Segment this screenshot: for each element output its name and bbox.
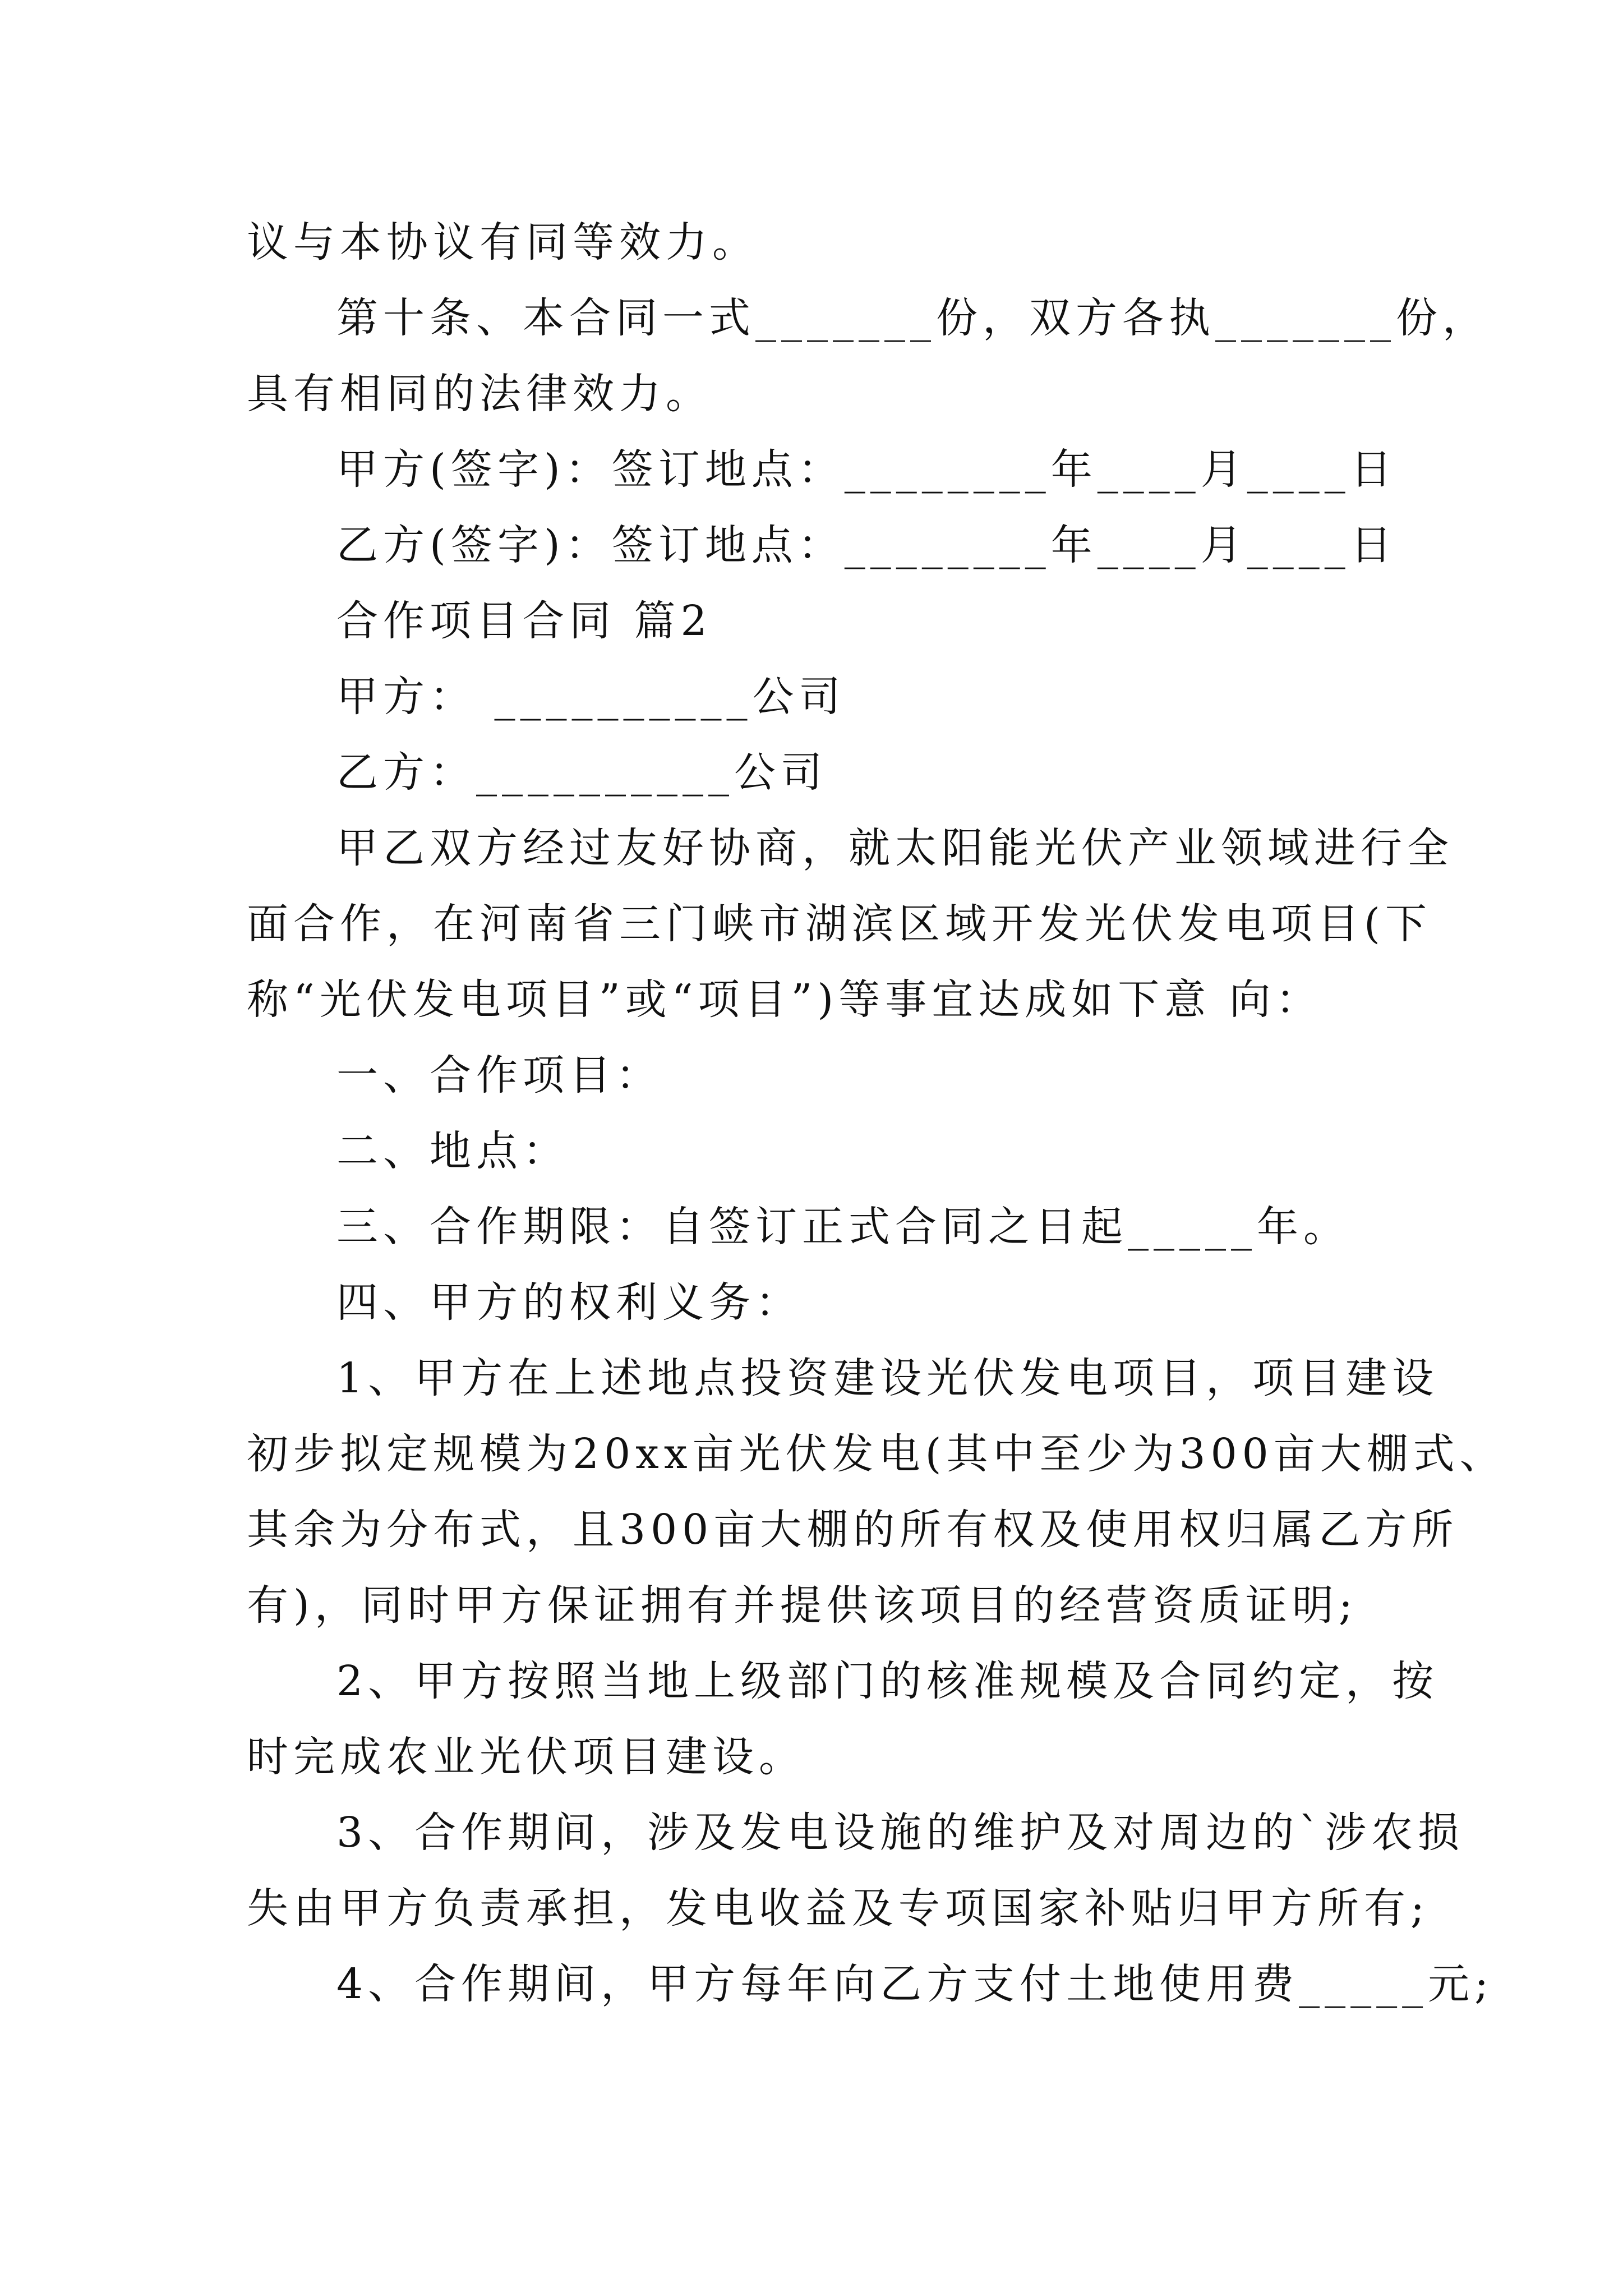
text-line: 面合作，在河南省三门峡市湖滨区域开发光伏发电项目(下: [247, 900, 1432, 948]
text-line: 议与本协议有同等效力。: [247, 218, 759, 266]
party-a-line: 甲方： __________公司: [336, 673, 846, 721]
signature-party-a: 甲方(签字)：签订地点：________年____月____日: [336, 445, 1397, 494]
clause-heading: 二、地点：: [336, 1127, 569, 1175]
text-line: 3、合作期间，涉及发电设施的维护及对周边的`涉农损: [336, 1809, 1465, 1857]
text-line: 2、甲方按照当地上级部门的核准规模及合同约定，按: [336, 1657, 1439, 1705]
text-line: 1、甲方在上述地点投资建设光伏发电项目，项目建设: [336, 1354, 1439, 1402]
text-line: 称“光伏发电项目”或“项目”)等事宜达成如下意 向：: [247, 976, 1322, 1024]
clause-heading: 三、合作期限：自签订正式合同之日起_____年。: [336, 1203, 1350, 1251]
text-line: 时完成农业光伏项目建设。: [247, 1733, 805, 1781]
text-line: 4、合作期间，甲方每年向乙方支付土地使用费_____元;: [336, 1960, 1494, 2008]
clause-heading: 一、合作项目：: [336, 1051, 662, 1099]
text-line: 失由甲方负责承担，发电收益及专项国家补贴归甲方所有;: [247, 1884, 1430, 1932]
text-line: 初步拟定规模为20xx亩光伏发电(其中至少为300亩大棚式、: [247, 1430, 1506, 1478]
text-line: 有)，同时甲方保证拥有并提供该项目的经营资质证明;: [247, 1581, 1358, 1630]
section-heading: 合作项目合同 篇2: [336, 597, 712, 645]
signature-party-b: 乙方(签字)：签订地点：________年____月____日: [336, 521, 1397, 569]
clause-ten: 第十条、本合同一式_______份，双方各执_______份，: [336, 294, 1489, 342]
text-line: 甲乙双方经过友好协商，就太阳能光伏产业领域进行全: [336, 824, 1454, 872]
text-line: 其余为分布式，且300亩大棚的所有权及使用权归属乙方所: [247, 1506, 1459, 1554]
clause-heading: 四、甲方的权利义务：: [336, 1278, 802, 1327]
party-b-line: 乙方：__________公司: [336, 748, 827, 797]
text-line: 具有相同的法律效力。: [247, 370, 712, 418]
